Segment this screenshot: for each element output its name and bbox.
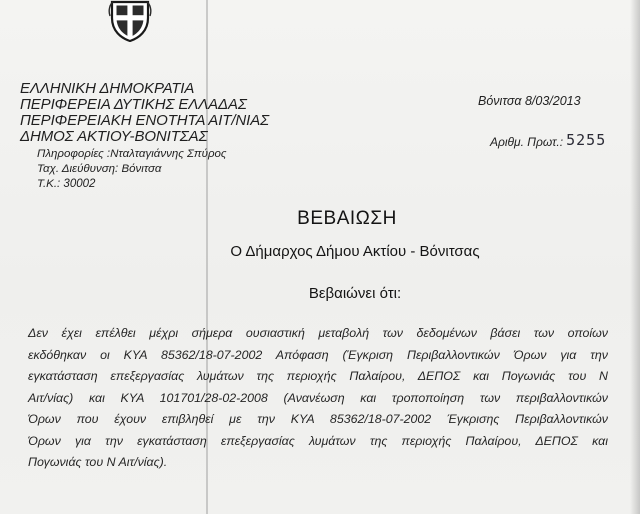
postal-code: Τ.Κ.: 30002 — [37, 178, 96, 190]
issuer-region: ΠΕΡΙΦΕΡΕΙΑ ΔΥΤΙΚΗΣ ΕΛΛΑΔΑΣ — [20, 96, 247, 113]
body-line: εκδόθηκαν οι ΚΥΑ 85362/18-07-2002 Απόφαση (Έγκριση Περιβαλλοντικών Όρων για την — [28, 347, 608, 362]
body-line: Όρων που έχουν επιβληθεί με την ΚΥΑ 85362/18-07-2002 Έγκρισης Περιβαλλοντικών — [28, 412, 608, 426]
certificate-body — [28, 323, 608, 474]
mayor-line: Ο Δήμαρχος Δήμου Ακτίου - Βόνιτσας — [230, 243, 480, 260]
body-line: Δεν έχει επέλθει μέχρι σήμερα ουσιαστική μεταβολή των δεδομένων βάσει των οποίων — [28, 326, 608, 340]
body-line: Πογωνιάς του Ν Αιτ/νίας). — [28, 455, 168, 469]
issuer-municipality: ΔΗΜΟΣ ΑΚΤΙΟΥ-ΒΟΝΙΤΣΑΣ — [20, 128, 208, 145]
document-date: Βόνιτσα 8/03/2013 — [478, 94, 581, 108]
protocol-number-line — [490, 131, 606, 149]
issuer-header — [20, 81, 340, 192]
issuer-country: ΕΛΛΗΝΙΚΗ ΔΗΜΟΚΡΑΤΙΑ — [20, 80, 195, 97]
contact-info: Πληροφορίες :Νταλταγιάννης Σπύρος — [37, 148, 227, 160]
protocol-handwritten-number: 5255 — [566, 131, 607, 149]
body-line: Αιτ/νίας) και ΚΥΑ 101701/28-02-2008 (Ανανέωση και τροποποίηση των περιβαλλοντικών — [28, 390, 608, 405]
document-title: ΒΕΒΑΙΩΣΗ — [297, 208, 397, 229]
greek-coat-of-arms-icon — [108, 0, 152, 42]
body-line: εγκατάσταση επεξεργασίας λυμάτων της περιοχής Παλαίρου, ΔΕΠΟΣ και Πογωνιάς του Ν — [28, 369, 608, 383]
issuer-regional-unit: ΠΕΡΙΦΕΡΕΙΑΚΗ ΕΝΟΤΗΤΑ ΑΙΤ/ΝΙΑΣ — [20, 112, 270, 129]
protocol-label: Αριθμ. Πρωτ.: — [490, 135, 564, 149]
certifies-heading: Βεβαιώνει ότι: — [308, 285, 402, 302]
body-line: Όρων για την εγκατάσταση επεξεργασίας λυμάτων της περιοχής Παλαίρου, ΔΕΠΟΣ και — [28, 433, 608, 448]
postal-address: Ταχ. Διεύθυνση: Βόνιτσα — [37, 163, 162, 175]
